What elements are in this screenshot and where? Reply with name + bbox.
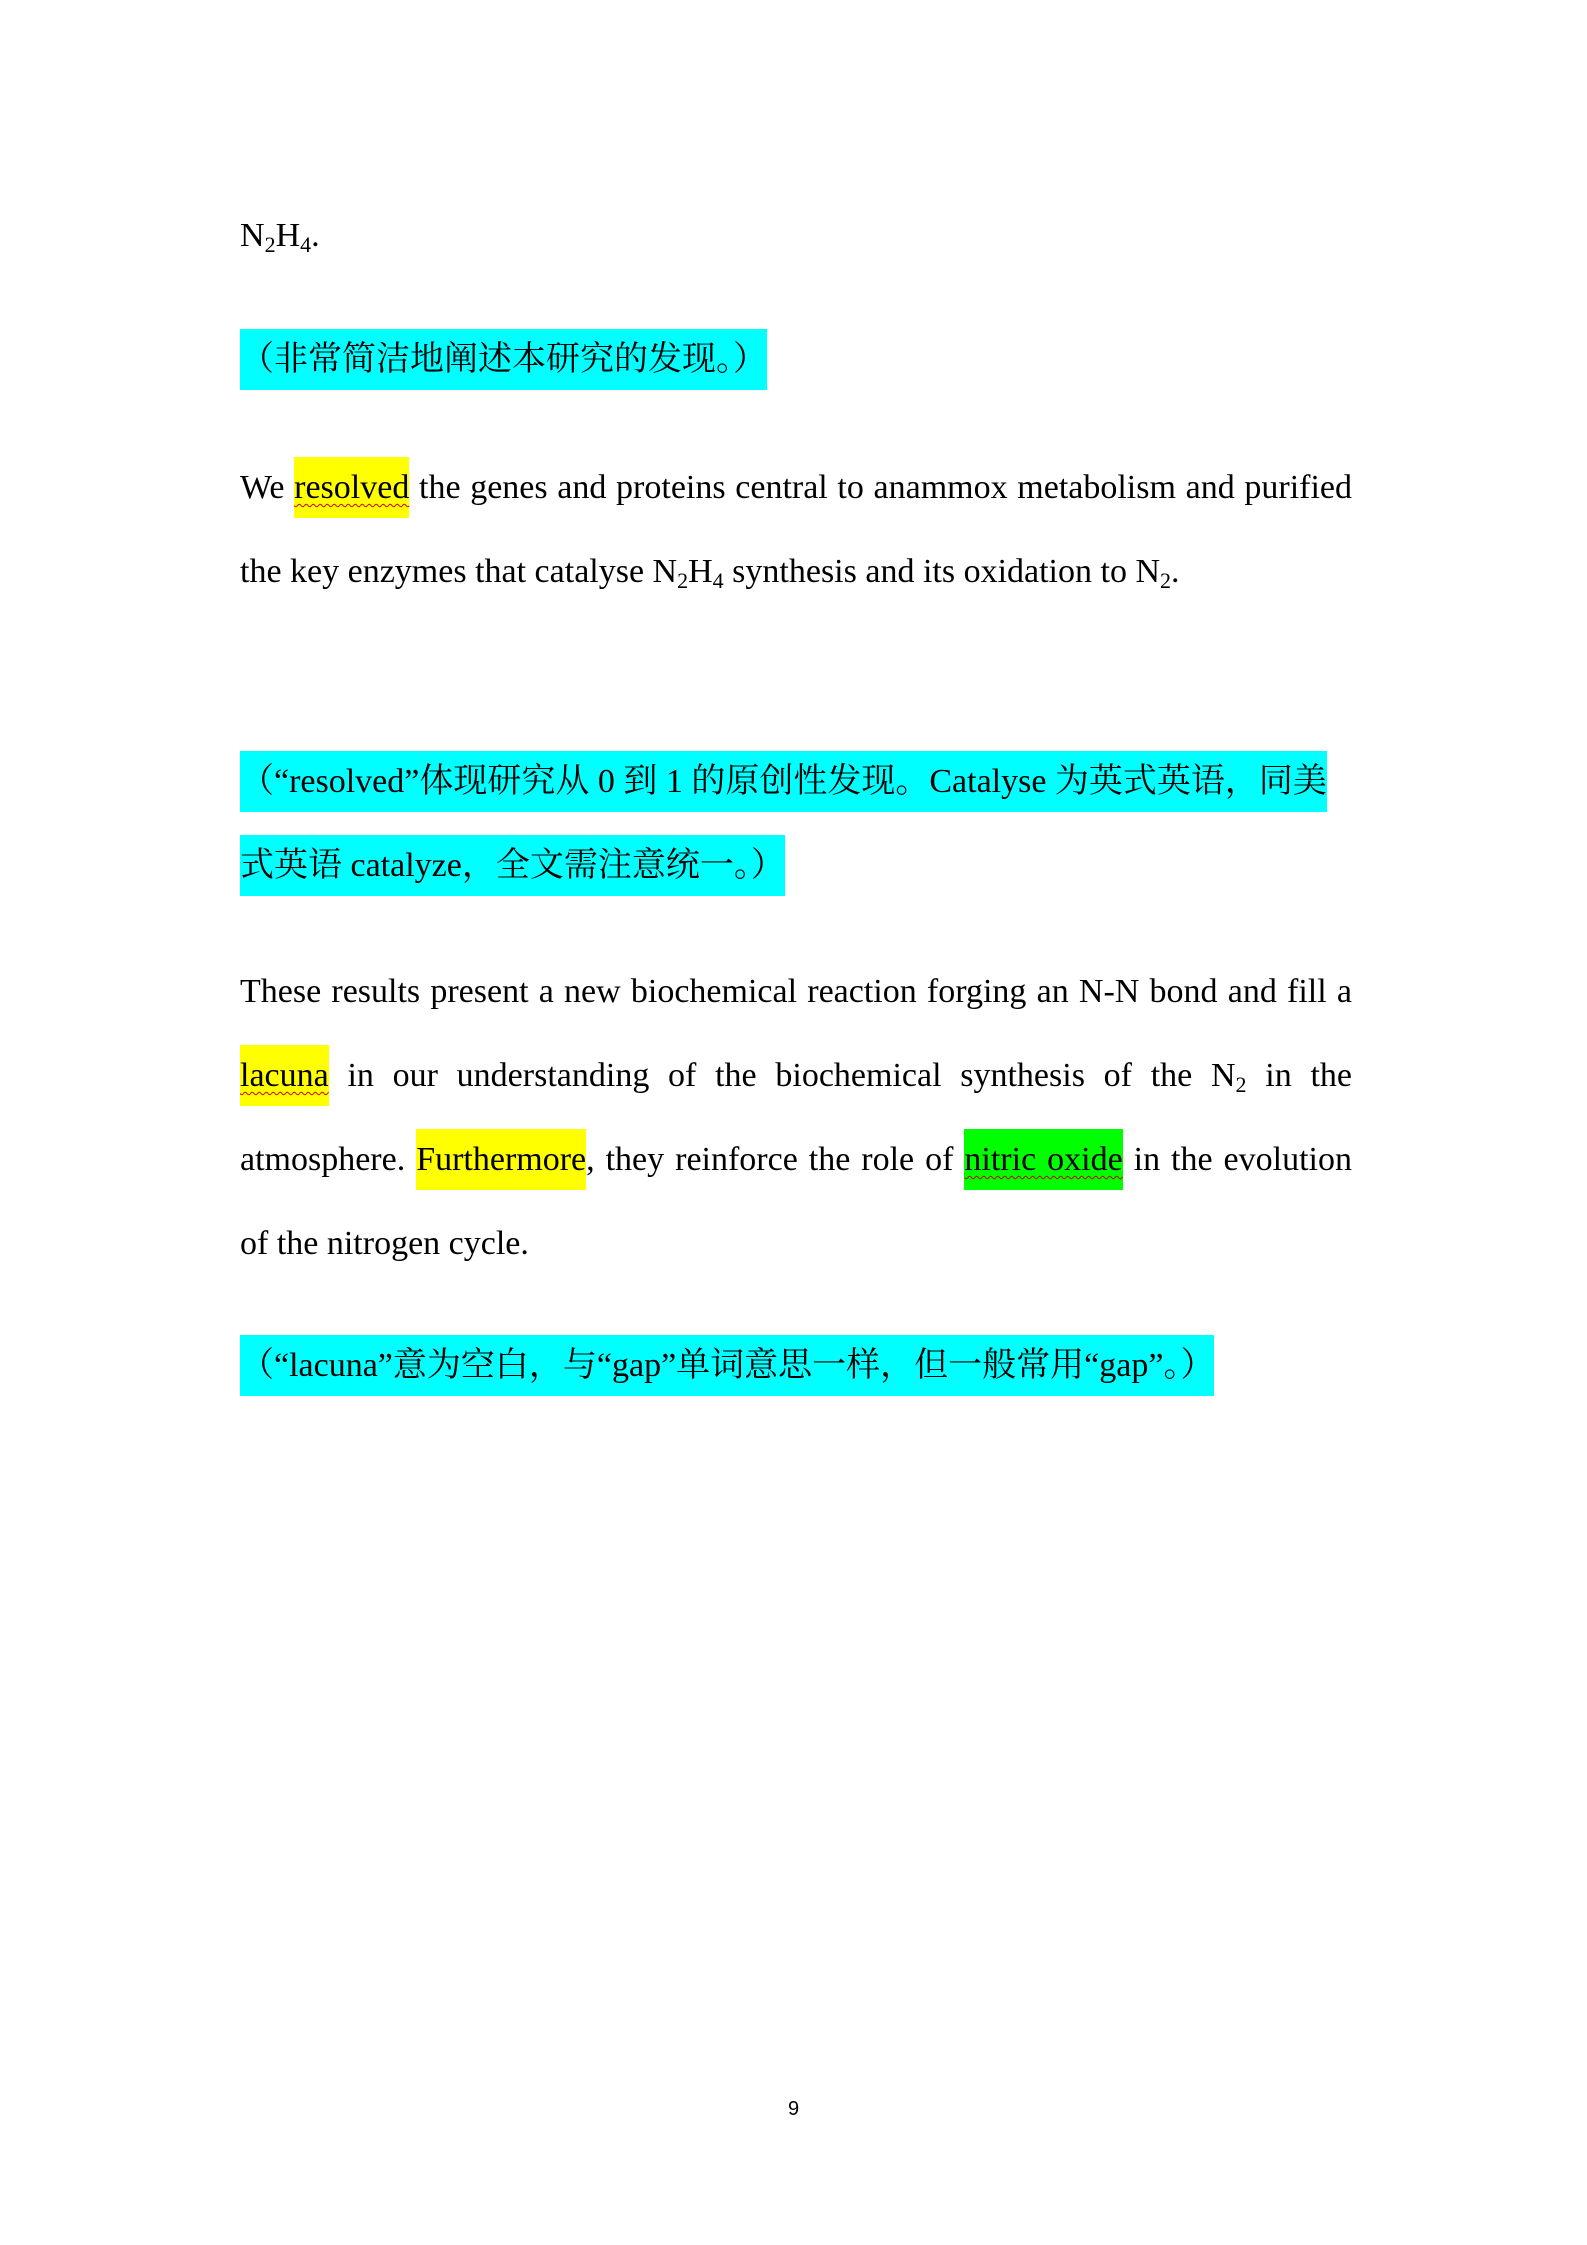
body-text: the genes and proteins central to anammox metabolism and purified the key enzymes that catalyse N — [240, 469, 1352, 590]
body-text: We — [240, 469, 295, 506]
formula-subscript: 2 — [1160, 568, 1171, 593]
formula-subscript: 4 — [712, 568, 724, 593]
body-text: in our understanding of the biochemical synthesis of the N — [328, 1057, 1236, 1094]
highlighted-term: nitric oxide — [964, 1129, 1122, 1190]
note-text: （非常简洁地阐述本研究的发现。） — [240, 329, 767, 390]
highlighted-term: Furthermore — [416, 1129, 586, 1190]
formula-text: N — [240, 217, 265, 254]
note-text: （“resolved”体现研究从 0 到 1 的原创性发现。Catalyse 为英式英语，同美式英语 catalyze，全文需注意统一。） — [240, 751, 1327, 896]
body-text: in the atmosphere. — [240, 1057, 1352, 1178]
body-text: These results present a new biochemical reaction forging an N-N bond and fill a — [240, 973, 1352, 1010]
formula-text: H — [275, 217, 301, 254]
highlighted-term: lacuna — [240, 1045, 329, 1106]
formula-text: . — [311, 217, 320, 254]
editor-note-3 — [240, 1324, 1356, 1408]
editor-note-2 — [240, 740, 1356, 908]
highlighted-term: resolved — [294, 457, 409, 518]
formula-subscript: 2 — [677, 568, 689, 593]
formula-subscript: 2 — [1235, 1072, 1247, 1097]
body-text: . — [1171, 553, 1180, 590]
body-text: H — [688, 553, 713, 590]
body-text: in the evolution of the nitrogen cycle. — [240, 1141, 1352, 1262]
editor-note-1 — [240, 318, 1356, 402]
page-number: 9 — [787, 2098, 800, 2120]
body-text: , they reinforce the role of — [586, 1141, 965, 1178]
paragraph-formula — [240, 194, 1352, 278]
note-text: （“lacuna”意为空白，与“gap”单词意思一样，但一般常用“gap”。） — [240, 1335, 1214, 1396]
paragraph-conclusion — [240, 950, 1352, 1286]
formula-subscript: 4 — [300, 232, 312, 257]
paragraph-results — [240, 446, 1352, 614]
formula-subscript: 2 — [264, 232, 276, 257]
body-text: synthesis and its oxidation to N — [723, 553, 1160, 590]
